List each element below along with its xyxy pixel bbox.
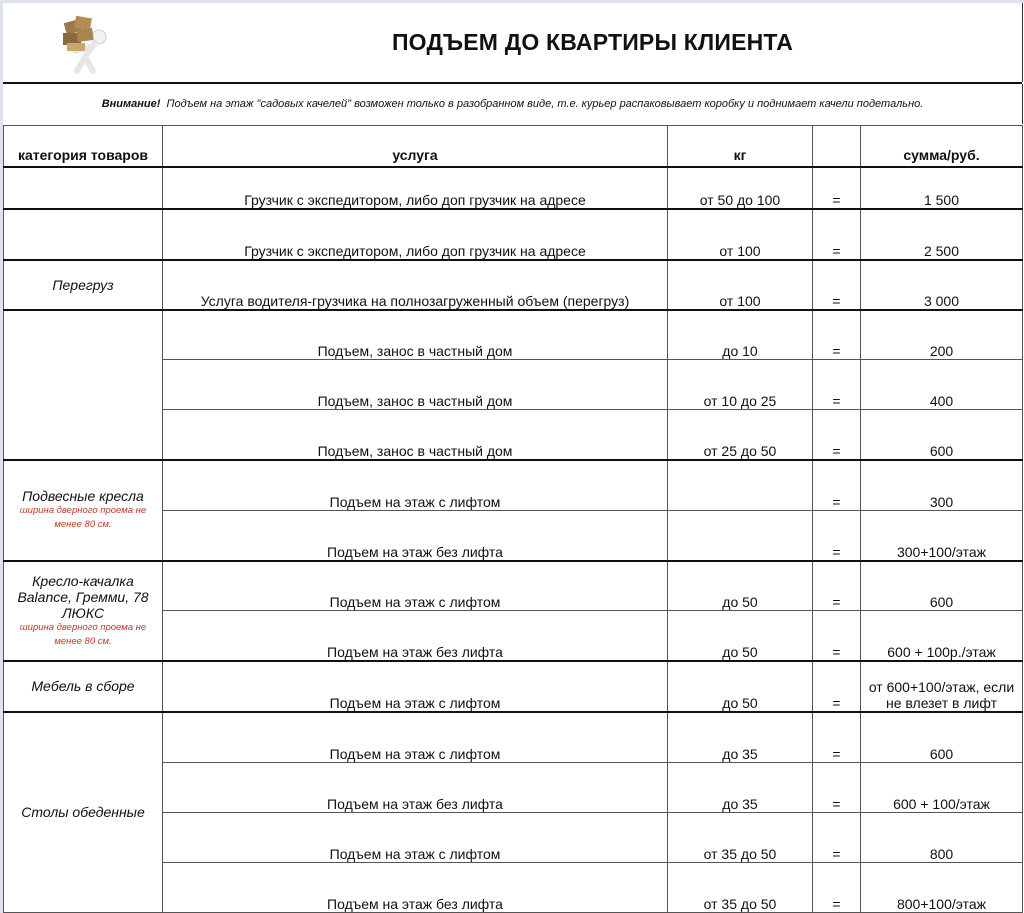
service-cell: Грузчик с экспедитором, либо доп грузчик на адресе [163,167,668,209]
equals-cell: = [813,460,861,511]
service-cell: Подъем на этаж с лифтом [163,813,668,863]
sum-cell: 600 + 100р./этаж [861,611,1023,661]
service-cell: Подъем на этаж с лифтом [163,712,668,763]
kg-cell: до 10 [668,310,813,360]
service-cell: Подъем на этаж без лифта [163,611,668,661]
equals-cell: = [813,511,861,561]
kg-cell: от 35 до 50 [668,863,813,913]
equals-cell: = [813,310,861,360]
sum-cell: 1 500 [861,167,1023,209]
kg-cell: до 50 [668,561,813,611]
table-header-row [4,126,1023,167]
category-note: ширина дверного проема не менее 80 см. [19,621,147,647]
kg-cell: до 35 [668,712,813,763]
col-header-category: категория товаров [4,126,163,167]
service-cell: Подъем, занос в частный дом [163,310,668,360]
col-header-kg: кг [668,126,813,167]
service-cell: Подъем, занос в частный дом [163,360,668,410]
notice-label: Внимание! [101,98,161,110]
table-row [4,561,1023,611]
equals-cell: = [813,611,861,661]
notice-banner [3,84,1023,124]
sum-cell: 800 [861,813,1023,863]
category-cell [4,167,163,209]
kg-cell: от 25 до 50 [668,410,813,460]
sum-cell: 2 500 [861,209,1023,260]
table-row [4,661,1023,712]
kg-cell: от 35 до 50 [668,813,813,863]
kg-cell: от 10 до 25 [668,360,813,410]
service-cell: Подъем на этаж с лифтом [163,661,668,712]
sum-cell: 600 + 100/этаж [861,763,1023,813]
category-cell [4,310,163,460]
category-cell [4,661,163,712]
col-header-eq [813,126,861,167]
equals-cell: = [813,661,861,712]
service-cell: Подъем на этаж с лифтом [163,561,668,611]
kg-cell: от 100 [668,209,813,260]
category-label: Перегруз [52,276,114,293]
equals-cell: = [813,167,861,209]
category-label: Кресло-качалка Balance, Гремми, 78 ЛЮКС [17,572,149,621]
page-title: ПОДЪЕМ ДО КВАРТИРЫ КЛИЕНТА [391,29,794,55]
service-cell: Грузчик с экспедитором, либо доп грузчик на адресе [163,209,668,260]
category-cell [4,561,163,661]
equals-cell: = [813,813,861,863]
col-header-sum: сумма/руб. [861,126,1023,167]
notice-text: Подъем на этаж "садовых качелей" возможен только в разобранном виде, т.е. курьер распаковывает коробку и поднимает качели подетально. [166,98,924,110]
equals-cell: = [813,712,861,763]
service-cell: Подъем на этаж без лифта [163,763,668,813]
sum-cell: 200 [861,310,1023,360]
sum-cell: 300 [861,460,1023,511]
equals-cell: = [813,410,861,460]
equals-cell: = [813,763,861,813]
sum-cell: 600 [861,561,1023,611]
sum-cell: 300+100/этаж [861,511,1023,561]
category-label: Подвесные кресла [22,488,144,504]
service-cell: Подъем, занос в частный дом [163,410,668,460]
service-cell: Услуга водителя-грузчика на полнозагруженный объем (перегруз) [163,260,668,310]
sum-cell: 600 [861,712,1023,763]
table-row [4,712,1023,763]
category-cell [4,460,163,561]
service-cell: Подъем на этаж с лифтом [163,460,668,511]
sum-cell: 800+100/этаж [861,863,1023,913]
category-note: ширина дверного проема не менее 80 см. [19,505,147,530]
sum-cell: 600 [861,410,1023,460]
kg-cell: до 50 [668,611,813,661]
table-row [4,460,1023,511]
equals-cell: = [813,260,861,310]
equals-cell: = [813,561,861,611]
category-cell [4,712,163,913]
table-row [4,209,1023,260]
equals-cell: = [813,209,861,260]
service-cell: Подъем на этаж без лифта [163,511,668,561]
kg-cell [668,511,813,561]
mover-carrying-boxes-icon [55,13,119,77]
col-header-service: услуга [163,126,668,167]
equals-cell: = [813,863,861,913]
table-row [4,167,1023,209]
kg-cell: от 50 до 100 [668,167,813,209]
category-label: Мебель в сборе [31,678,135,694]
kg-cell: до 50 [668,661,813,712]
category-cell [4,209,163,260]
kg-cell [668,460,813,511]
equals-cell: = [813,360,861,410]
table-row [4,260,1023,310]
table-row [4,310,1023,360]
sum-cell: 400 [861,360,1023,410]
kg-cell: до 35 [668,763,813,813]
sum-cell: от 600+100/этаж, если не влезет в лифт [861,661,1023,712]
sum-cell: 3 000 [861,260,1023,310]
category-cell [4,260,163,310]
title-bar [3,3,1023,82]
service-cell: Подъем на этаж без лифта [163,863,668,913]
kg-cell: от 100 [668,260,813,310]
category-label: Столы обеденные [21,804,145,821]
pricing-table [3,125,1023,913]
